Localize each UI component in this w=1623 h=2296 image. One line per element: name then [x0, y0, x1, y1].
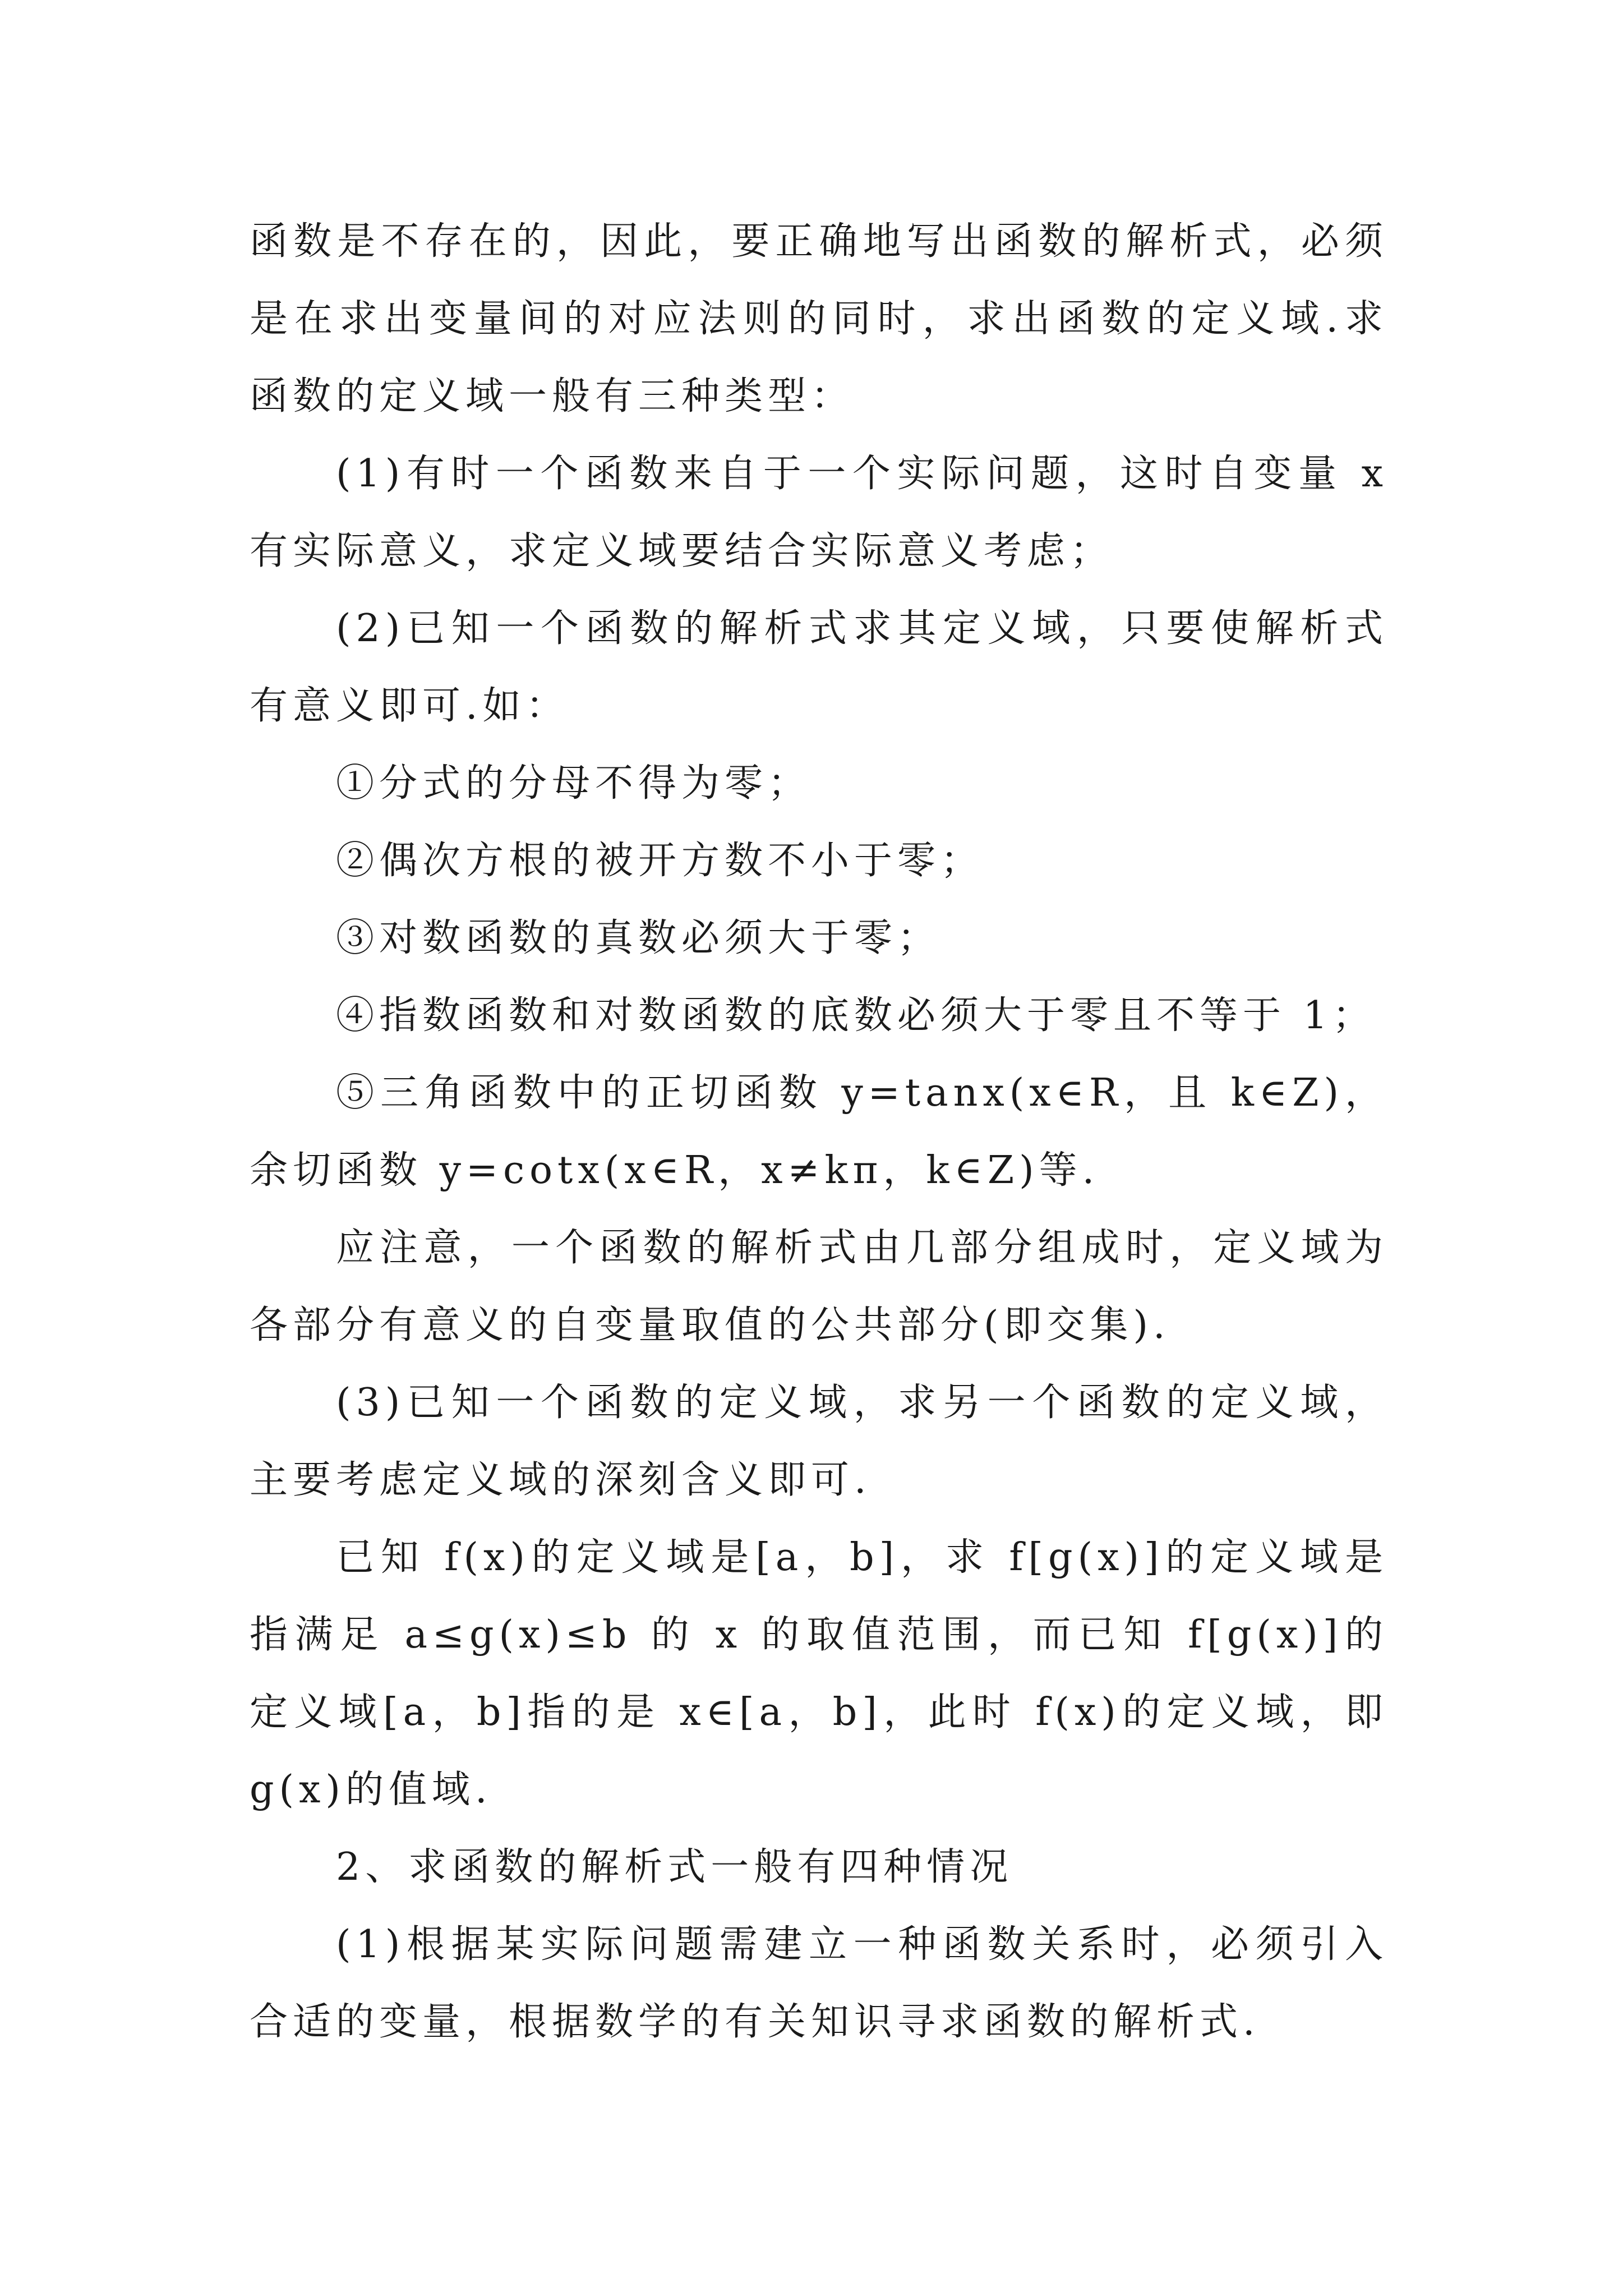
- list-item-2: ②偶次方根的被开方数不小于零；: [336, 839, 984, 883]
- paragraph-case-1: (1)根据某实际问题需建立一种函数关系时，必须引入合适的变量，根据数学的有关知识寻求函数的解析式.: [250, 1922, 1388, 2044]
- list-item-5: ⑤三角函数中的正切函数 y=tanx(x∈R，且 k∈Z)，余切函数 y=cotx(x∈R，x≠kπ，k∈Z)等.: [250, 1071, 1388, 1193]
- section-heading-2: 2、求函数的解析式一般有四种情况: [336, 1845, 1013, 1889]
- list-item-1: ①分式的分母不得为零；: [336, 761, 811, 806]
- paragraph-type-3: (3)已知一个函数的定义域，求另一个函数的定义域，主要考虑定义域的深刻含义即可.: [250, 1381, 1388, 1502]
- paragraph-type-1: (1)有时一个函数来自于一个实际问题，这时自变量 x 有实际意义，求定义域要结合实际意义考虑；: [250, 452, 1388, 573]
- list-item-3: ③对数函数的真数必须大于零；: [336, 916, 941, 960]
- paragraph-note: 应注意，一个函数的解析式由几部分组成时，定义域为各部分有意义的自变量取值的公共部分(即交集).: [250, 1226, 1388, 1347]
- document-body: [250, 203, 1388, 2061]
- paragraph-type-2: (2)已知一个函数的解析式求其定义域，只要使解析式有意义即可.如：: [250, 606, 1388, 728]
- list-item-4: ④指数函数和对数函数的底数必须大于零且不等于 1；: [336, 993, 1376, 1038]
- paragraph-composite-domain: 已知 f(x)的定义域是[a，b]，求 f[g(x)]的定义域是指满足 a≤g(x)≤b 的 x 的取值范围，而已知 f[g(x)]的定义域[a，b]指的是 x∈[a，b]，此时 f(x)的定义域，即 g(x)的值域.: [250, 1535, 1388, 1812]
- paragraph-continuation: 函数是不存在的，因此，要正确地写出函数的解析式，必须是在求出变量间的对应法则的同时，求出函数的定义域.求函数的定义域一般有三种类型：: [250, 219, 1388, 418]
